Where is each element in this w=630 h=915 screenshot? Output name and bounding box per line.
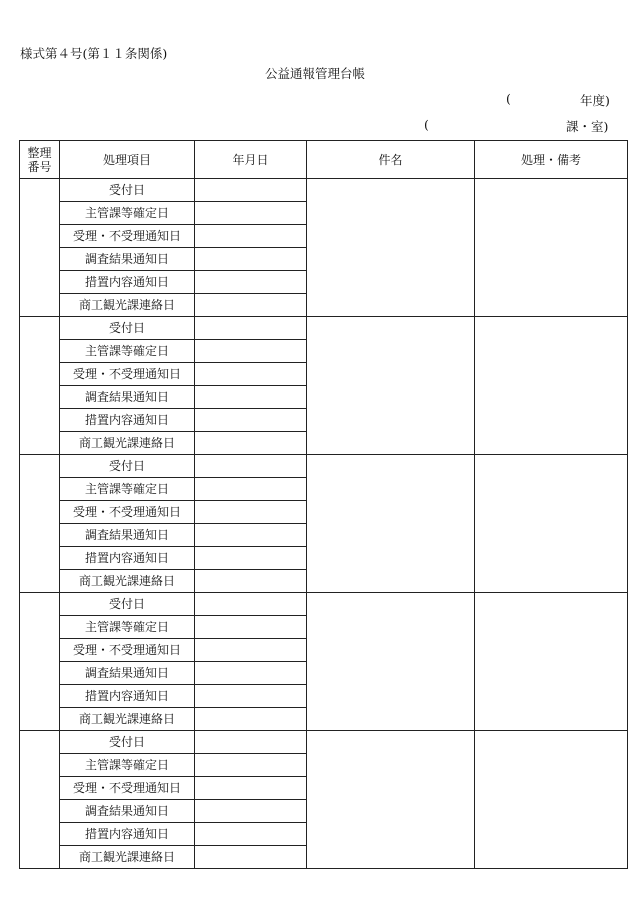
remarks-cell[interactable] xyxy=(475,455,628,593)
header-processing-item: 処理項目 xyxy=(60,141,195,179)
processing-item-cell: 受付日 xyxy=(60,731,195,754)
processing-item-cell: 受理・不受理通知日 xyxy=(60,225,195,248)
fiscal-year-open-paren: ( xyxy=(506,91,511,106)
date-cell[interactable] xyxy=(195,846,307,869)
date-cell[interactable] xyxy=(195,317,307,340)
fiscal-year-line xyxy=(0,91,630,107)
date-cell[interactable] xyxy=(195,409,307,432)
date-cell[interactable] xyxy=(195,754,307,777)
processing-item-cell: 措置内容通知日 xyxy=(60,823,195,846)
date-cell[interactable] xyxy=(195,294,307,317)
reference-number-cell[interactable] xyxy=(20,593,60,731)
date-cell[interactable] xyxy=(195,800,307,823)
subject-cell[interactable] xyxy=(307,455,475,593)
department-suffix: 課・室) xyxy=(566,119,609,134)
processing-item-cell: 調査結果通知日 xyxy=(60,248,195,271)
document-title: 公益通報管理台帳 xyxy=(264,66,365,81)
processing-item-cell: 受付日 xyxy=(60,179,195,202)
ledger-row xyxy=(20,317,628,340)
processing-item-cell: 商工観光課連絡日 xyxy=(60,570,195,593)
date-cell[interactable] xyxy=(195,570,307,593)
date-cell[interactable] xyxy=(195,225,307,248)
processing-item-cell: 受付日 xyxy=(60,593,195,616)
processing-item-cell: 受付日 xyxy=(60,317,195,340)
processing-item-cell: 受理・不受理通知日 xyxy=(60,501,195,524)
processing-item-cell: 主管課等確定日 xyxy=(60,478,195,501)
processing-item-cell: 商工観光課連絡日 xyxy=(60,708,195,731)
processing-item-cell: 受付日 xyxy=(60,455,195,478)
subject-cell[interactable] xyxy=(307,731,475,869)
ledger-body xyxy=(20,179,628,869)
date-cell[interactable] xyxy=(195,179,307,202)
processing-item-cell: 調査結果通知日 xyxy=(60,386,195,409)
department-line xyxy=(0,117,630,133)
ledger-row xyxy=(20,179,628,202)
date-cell[interactable] xyxy=(195,708,307,731)
processing-item-cell: 商工観光課連絡日 xyxy=(60,846,195,869)
header-reference-number-line2: 番号 xyxy=(27,159,52,174)
remarks-cell[interactable] xyxy=(475,179,628,317)
date-cell[interactable] xyxy=(195,524,307,547)
processing-item-cell: 措置内容通知日 xyxy=(60,409,195,432)
date-cell[interactable] xyxy=(195,432,307,455)
processing-item-cell: 措置内容通知日 xyxy=(60,271,195,294)
form-number: 様式第４号(第１１条関係) xyxy=(20,46,168,61)
processing-item-cell: 商工観光課連絡日 xyxy=(60,432,195,455)
subject-cell[interactable] xyxy=(307,179,475,317)
ledger-row xyxy=(20,731,628,754)
date-cell[interactable] xyxy=(195,731,307,754)
department-open-paren: ( xyxy=(424,117,429,132)
processing-item-cell: 受理・不受理通知日 xyxy=(60,363,195,386)
subject-cell[interactable] xyxy=(307,317,475,455)
reference-number-cell[interactable] xyxy=(20,179,60,317)
remarks-cell[interactable] xyxy=(475,317,628,455)
reference-number-cell[interactable] xyxy=(20,455,60,593)
date-cell[interactable] xyxy=(195,616,307,639)
date-cell[interactable] xyxy=(195,777,307,800)
date-cell[interactable] xyxy=(195,386,307,409)
subject-cell[interactable] xyxy=(307,593,475,731)
remarks-cell[interactable] xyxy=(475,593,628,731)
ledger-header-row xyxy=(20,141,628,179)
date-cell[interactable] xyxy=(195,685,307,708)
processing-item-cell: 調査結果通知日 xyxy=(60,524,195,547)
date-cell[interactable] xyxy=(195,248,307,271)
header-remarks: 処理・備考 xyxy=(475,141,628,179)
date-cell[interactable] xyxy=(195,478,307,501)
processing-item-cell: 主管課等確定日 xyxy=(60,340,195,363)
processing-item-cell: 措置内容通知日 xyxy=(60,685,195,708)
header-date: 年月日 xyxy=(195,141,307,179)
date-cell[interactable] xyxy=(195,363,307,386)
date-cell[interactable] xyxy=(195,662,307,685)
processing-item-cell: 商工観光課連絡日 xyxy=(60,294,195,317)
date-cell[interactable] xyxy=(195,547,307,570)
processing-item-cell: 主管課等確定日 xyxy=(60,754,195,777)
date-cell[interactable] xyxy=(195,271,307,294)
date-cell[interactable] xyxy=(195,501,307,524)
date-cell[interactable] xyxy=(195,639,307,662)
processing-item-cell: 措置内容通知日 xyxy=(60,547,195,570)
ledger-table xyxy=(19,140,628,869)
header-reference-number xyxy=(20,141,60,179)
reference-number-cell[interactable] xyxy=(20,731,60,869)
date-cell[interactable] xyxy=(195,593,307,616)
processing-item-cell: 調査結果通知日 xyxy=(60,800,195,823)
ledger-row xyxy=(20,455,628,478)
header-reference-number-line1: 整理 xyxy=(27,145,52,160)
processing-item-cell: 主管課等確定日 xyxy=(60,616,195,639)
date-cell[interactable] xyxy=(195,823,307,846)
fiscal-year-suffix: 年度) xyxy=(580,93,610,108)
processing-item-cell: 調査結果通知日 xyxy=(60,662,195,685)
processing-item-cell: 受理・不受理通知日 xyxy=(60,639,195,662)
ledger-row xyxy=(20,593,628,616)
date-cell[interactable] xyxy=(195,202,307,225)
reference-number-cell[interactable] xyxy=(20,317,60,455)
processing-item-cell: 受理・不受理通知日 xyxy=(60,777,195,800)
remarks-cell[interactable] xyxy=(475,731,628,869)
date-cell[interactable] xyxy=(195,455,307,478)
processing-item-cell: 主管課等確定日 xyxy=(60,202,195,225)
header-subject: 件名 xyxy=(307,141,475,179)
date-cell[interactable] xyxy=(195,340,307,363)
